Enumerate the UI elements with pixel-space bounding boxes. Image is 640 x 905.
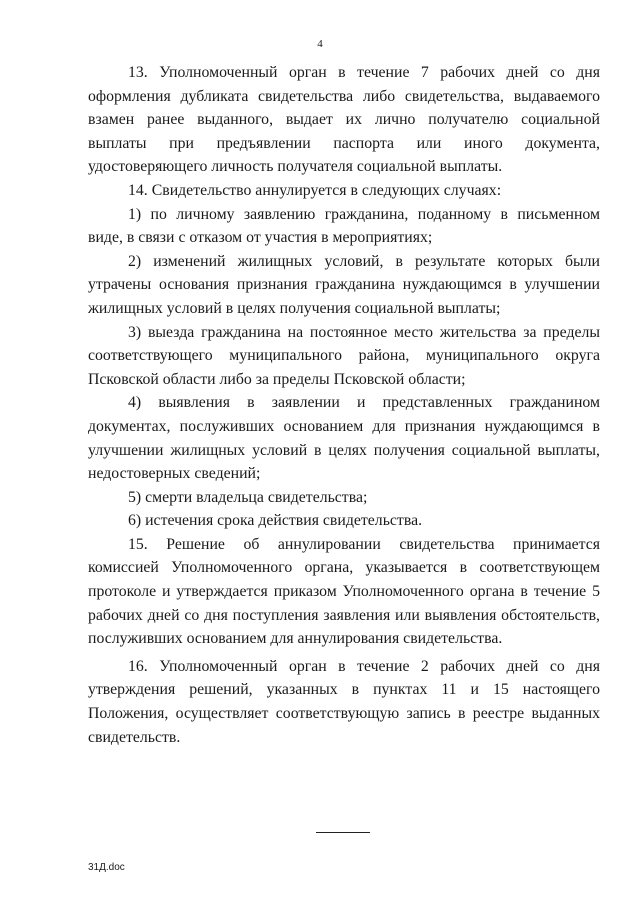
paragraph-14-item-4: 4) выявления в заявлении и представленных гражданином документах, послуживших основанием для признания нуждающимся в улучшении жилищных условий в целях получения социальной выплаты, недостоверных сведений; [88, 394, 600, 483]
paragraph-14-item-1: 1) по личному заявлению гражданина, поданному в письменном виде, в связи с отказом от участия в мероприятиях; [88, 205, 600, 247]
paragraph-13: 13. Уполномоченный орган в течение 7 рабочих дней со дня оформления дубликата свидетельства либо свидетельства, выдаваемого взамен ранее выданного, выдает их лично получателю социальной выплаты при предъявлении паспорта или иного документа, удостоверяющего личность получателя социальной выплаты. [88, 64, 600, 176]
paragraph-15: 15. Решение об аннулировании свидетельства принимается комиссией Уполномоченного органа, указывается в соответствующем протоколе и утверждается приказом Уполномоченного органа в течение 5 рабочих дней со дня поступления заявления или выявления обстоятельств, послуживших основанием для аннулирования свидетельства. [88, 535, 600, 648]
document-body [88, 61, 600, 749]
page-number: 4 [317, 38, 323, 50]
paragraph-14: 14. Свидетельство аннулируется в следующих случаях: [128, 181, 502, 199]
paragraph-14-item-3: 3) выезда гражданина на постоянное место жительства за пределы соответствующего муниципального района, муниципального округа Псковской области либо за пределы Псковской области; [88, 323, 600, 388]
paragraph-14-item-6: 6) истечения срока действия свидетельства. [128, 512, 423, 530]
paragraph-14-item-5: 5) смерти владельца свидетельства; [128, 488, 368, 506]
end-of-text-rule [316, 832, 370, 833]
footer-filename: 31Д.doc [88, 862, 125, 873]
paragraph-14-item-2: 2) изменений жилищных условий, в результате которых были утрачены основания признания гражданина нуждающимся в улучшении жилищных условий в целях получения социальной выплаты; [88, 252, 600, 317]
paragraph-16: 16. Уполномоченный орган в течение 2 рабочих дней со дня утверждения решений, указанных в пунктах 11 и 15 настоящего Положения, осуществляет соответствующую запись в реестре выданных свидетельств. [88, 657, 600, 746]
